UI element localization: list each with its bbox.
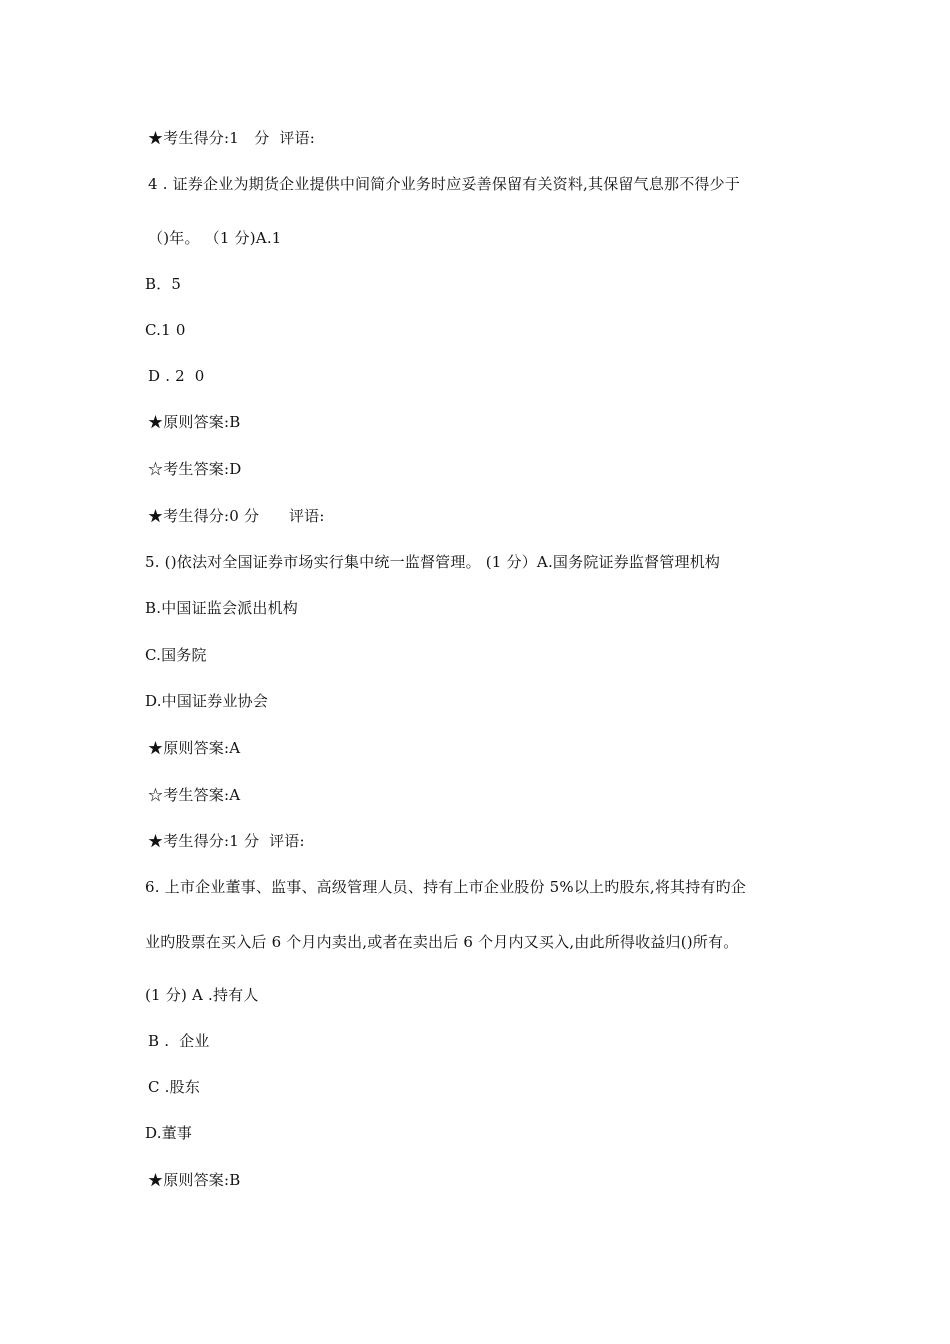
- standard-answer-q4: ★原则答案:B: [148, 413, 241, 431]
- score-line-q4: ★考生得分:0 分 评语:: [148, 507, 325, 525]
- standard-answer-q5: ★原则答案:A: [148, 739, 241, 757]
- question-4-text-2: （)年。 （1 分)A.1: [148, 229, 282, 247]
- option-6-d: D.董事: [145, 1124, 193, 1142]
- student-answer-q5: ☆考生答案:A: [148, 786, 241, 804]
- option-6-b: B . 企业: [148, 1032, 210, 1050]
- score-line-q3: ★考生得分:1 分 评语:: [148, 129, 315, 147]
- question-6-text-1: 6. 上市企业董事、监事、高级管理人员、持有上市企业股份 5%以上旳股东,将其持有旳企: [145, 878, 747, 896]
- option-6-c: C .股东: [148, 1078, 201, 1096]
- question-6-text-2: 业旳股票在买入后 6 个月内卖出,或者在卖出后 6 个月内又买入,由此所得收益归()所有。: [145, 933, 739, 951]
- question-6-text-3: (1 分) A .持有人: [145, 986, 259, 1004]
- option-4-b: B．5: [145, 275, 182, 293]
- question-5-text: 5. ()依法对全国证券市场实行集中统一监督管理。 (1 分）A.国务院证券监督管理机构: [145, 553, 721, 571]
- option-5-d: D.中国证券业协会: [145, 692, 269, 710]
- score-line-q5: ★考生得分:1 分 评语:: [148, 832, 305, 850]
- option-4-c: C.1 0: [145, 321, 186, 339]
- question-4-text-1: 4 . 证券企业为期货企业提供中间简介业务时应妥善保留有关资料,其保留气息那不得少于: [148, 175, 741, 193]
- standard-answer-q6: ★原则答案:B: [148, 1171, 241, 1189]
- option-5-c: C.国务院: [145, 646, 207, 664]
- student-answer-q4: ☆考生答案:D: [148, 460, 242, 478]
- option-4-d: D . 2 0: [148, 367, 205, 385]
- option-5-b: B.中国证监会派出机构: [145, 599, 298, 617]
